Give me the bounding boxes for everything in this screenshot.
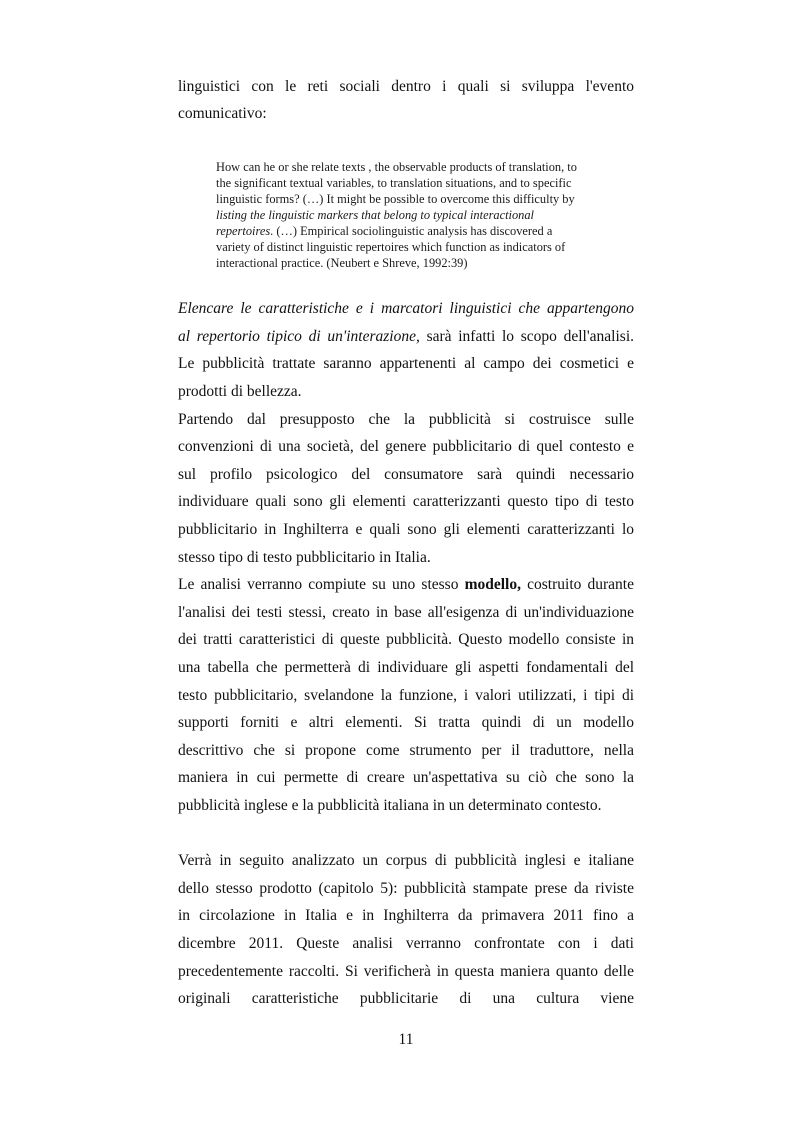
body-line: sul profilo psicologico del consumatore sarà quindi necessario (178, 466, 634, 483)
body-text: Le analisi verranno compiute su uno stesso (178, 576, 465, 593)
quote-line (216, 223, 626, 239)
body-line: Partendo dal presupposto che la pubblicità si costruisce sulle (178, 411, 634, 428)
body-line: originali caratteristiche pubblicitarie di una cultura viene (178, 990, 634, 1007)
quote-line: variety of distinct linguistic repertoires which function as indicators of (216, 240, 566, 254)
body-text: costruito durante (521, 576, 634, 593)
body-line: maniera in cui permette di creare un'aspettativa su ciò che sono la (178, 769, 634, 786)
body-line: pubblicitario in Inghilterra e quali sono gli elementi caratterizzanti lo (178, 521, 634, 538)
block-quote (216, 159, 626, 271)
quote-line: linguistic forms? (…) It might be possible to overcome this difficulty by (216, 192, 575, 206)
quote-italic: listing the linguistic markers that belong to typical interactional (216, 208, 534, 222)
body-line (178, 299, 634, 319)
body-line (178, 327, 634, 347)
body-line: stesso tipo di testo pubblicitario in Italia. (178, 549, 431, 566)
body-line: testo pubblicitario, svelandone la funzione, i valori utilizzati, i tipi di (178, 687, 634, 704)
body-line: pubblicità inglese e la pubblicità italiana in un determinato contesto. (178, 797, 602, 814)
italic-text: al repertorio tipico di un'interazione, (178, 328, 420, 345)
body-line: convenzioni di una società, del genere pubblicitario di quel contesto e (178, 438, 634, 455)
body-line: Le pubblicità trattate saranno appartenenti al campo dei cosmetici e (178, 355, 634, 372)
body-line: dicembre 2011. Queste analisi verranno confrontate con i dati (178, 935, 634, 952)
quote-line: How can he or she relate texts , the observable products of translation, to (216, 160, 577, 174)
bold-term: modello, (464, 576, 521, 593)
body-line: Verrà in seguito analizzato un corpus di pubblicità inglesi e italiane (178, 852, 634, 869)
body-line: in circolazione in Italia e in Inghilterra da primavera 2011 fino a (178, 907, 634, 924)
body-line: individuare quali sono gli elementi caratterizzanti questo tipo di testo (178, 493, 634, 510)
body-line: dello stesso prodotto (capitolo 5): pubblicità stampate prese da riviste (178, 880, 634, 897)
italic-text: Elencare le caratteristiche e i marcatori linguistici che appartengono (178, 300, 634, 317)
quote-italic: repertoires (216, 224, 271, 238)
page-number: 11 (398, 1031, 414, 1048)
body-line: una tabella che permetterà di individuare gli aspetti fondamentali del (178, 659, 634, 676)
body-line (178, 575, 634, 595)
body-line: comunicativo: (178, 105, 267, 122)
quote-line: the significant textual variables, to translation situations, and to specific (216, 176, 572, 190)
body-line: linguistici con le reti sociali dentro i quali si sviluppa l'evento (178, 78, 634, 95)
body-text: sarà infatti lo scopo dell'analisi. (419, 328, 634, 345)
quote-line (216, 207, 626, 223)
quote-text: . (…) Empirical sociolinguistic analysis has discovered a (270, 224, 553, 238)
body-line: dei tratti caratteristici di queste pubblicità. Questo modello consiste in (178, 631, 634, 648)
body-line: descrittivo che si propone come strumento per il traduttore, nella (178, 742, 634, 759)
body-line: precedentemente raccolti. Si verificherà in questa maniera quanto delle (178, 963, 634, 980)
body-line: l'analisi dei testi stessi, creato in base all'esigenza di un'individuazione (178, 604, 634, 621)
quote-line: interactional practice. (Neubert e Shreve, 1992:39) (216, 256, 468, 270)
body-line: supporti forniti e altri elementi. Si tratta quindi di un modello (178, 714, 634, 731)
body-line: prodotti di bellezza. (178, 383, 302, 400)
